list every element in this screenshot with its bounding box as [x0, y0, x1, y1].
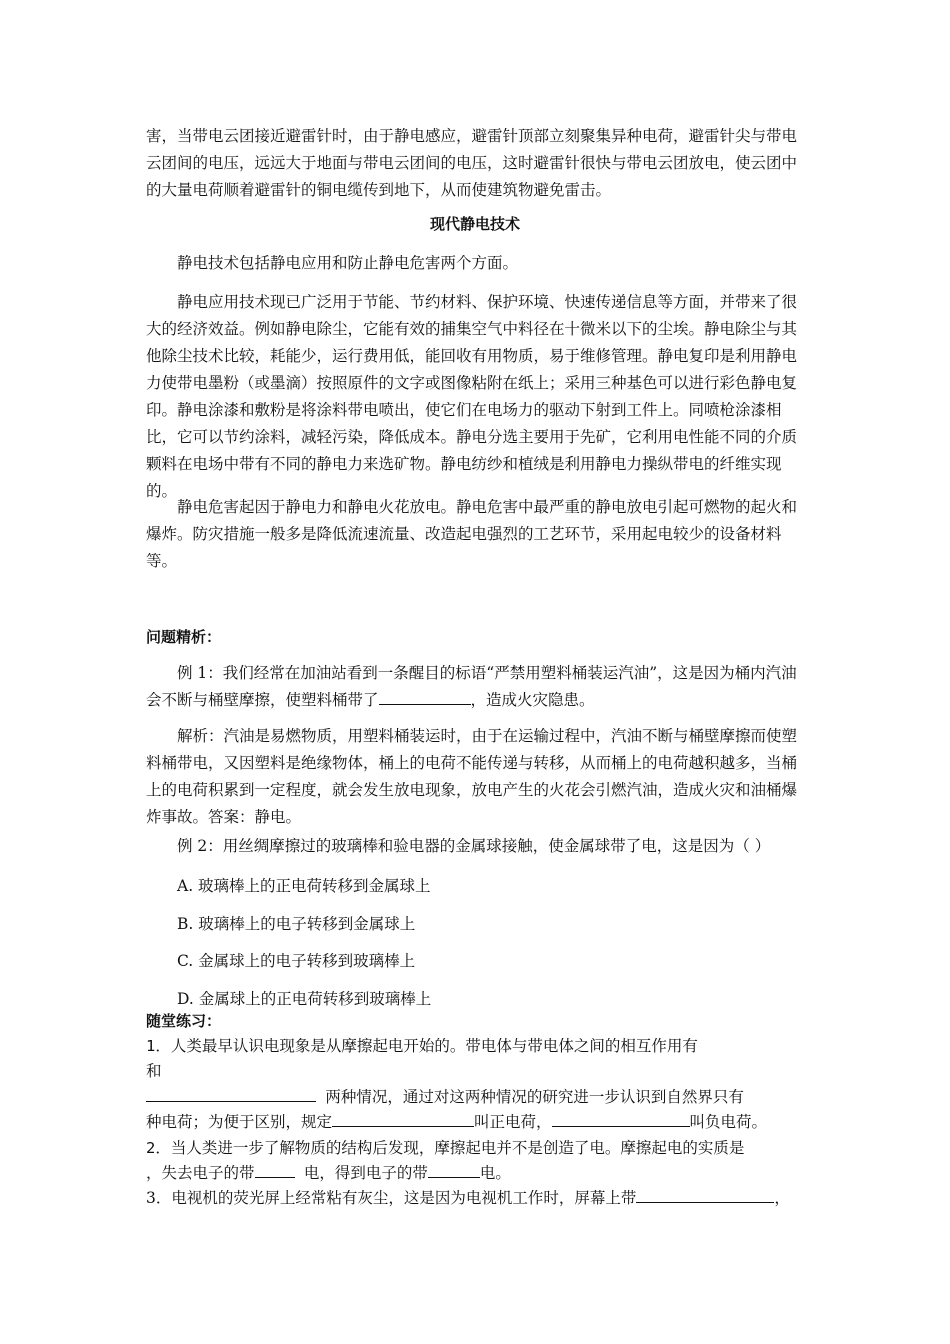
option-d: D. 金属球上的正电荷转移到玻璃棒上 [177, 990, 432, 1008]
question-1-line-3 [146, 1085, 744, 1107]
question-2-line-2 [146, 1161, 511, 1183]
question-1-blank-3[interactable] [552, 1110, 690, 1127]
question-1-line-4 [146, 1110, 767, 1132]
analysis-heading: 问题精析： [146, 628, 222, 646]
section-paragraph-1: 静电技术包括静电应用和防止静电危害两个方面。 [177, 254, 519, 272]
section-paragraph-2: 静电应用技术现已广泛用于节能、节约材料、保护环境、快速传递信息等方面，并带来了很大的经济效益。例如静电除尘，它能有效的捕集空气中料径在十微米以下的尘埃。静电除尘与其他除尘技术比较，耗能少，运行费用低，能回收有用物质，易于维修管理。静电复印是利用静电力使带电墨粉（或墨滴）按照原件的文字或图像粘附在纸上；采用三种基色可以进行彩色静电复印。静电涂漆和敷粉是将涂料带电喷出，使它们在电场力的驱动下射到工件上。同喷枪涂漆相比，它可以节约涂料，减轻污染，降低成本。静电分选主要用于先矿，它利用电性能不同的介质颗料在电场中带有不同的静电力来选矿物。静电纺纱和植绒是利用静电力操纵带电的纤维实现的。 [146, 293, 798, 500]
question-2-line-2-text-c: 电。 [479, 1164, 511, 1182]
example-1-blank[interactable] [379, 688, 471, 705]
option-a: A. 玻璃棒上的正电荷转移到金属球上 [177, 877, 431, 895]
example-1-solution: 解析：汽油是易燃物质，用塑料桶装运时，由于在运输过程中，汽油不断与桶壁摩擦而使塑料桶带电，又因塑料是绝缘物体，桶上的电荷不能传递与转移，从而桶上的电荷越积越多，当桶上的电荷积累到一定程度，就会发生放电现象，放电产生的火花会引燃汽油，造成火灾和油桶爆炸事故。答案：静电。 [146, 727, 798, 826]
question-2-line-1: 2．当人类进一步了解物质的结构后发现，摩擦起电并不是创造了电。摩擦起电的实质是 [146, 1139, 745, 1157]
section-title: 现代静电技术 [429, 215, 520, 233]
question-2-blank-1[interactable] [255, 1161, 295, 1178]
question-1-line-4-text-b: 叫正电荷， [474, 1113, 552, 1131]
question-1-blank-2[interactable] [332, 1110, 474, 1127]
example-2: 例 2：用丝绸摩擦过的玻璃棒和验电器的金属球接触，使金属球带了电，这是因为（ ） [177, 837, 771, 855]
section-paragraph-3: 静电危害起因于静电力和静电火花放电。静电危害中最严重的静电放电引起可燃物的起火和爆炸。防灾措施一般多是降低流速流量、改造起电强烈的工艺环节，采用起电较少的设备材料等。 [146, 498, 798, 570]
question-1-line-4-text-c: 叫负电荷。 [689, 1113, 768, 1131]
question-1-line-1: 1．人类最早认识电现象是从摩擦起电开始的。带电体与带电体之间的相互作用有 [146, 1037, 698, 1055]
question-1-blank-1[interactable] [146, 1085, 316, 1102]
question-3-text-a: 3．电视机的荧光屏上经常粘有灰尘，这是因为电视机工作时，屏幕上带 [146, 1189, 637, 1207]
question-1-line-4-text-a: 种电荷；为便于区别，规定 [146, 1113, 333, 1131]
question-3-text-b: ， [774, 1189, 790, 1207]
question-3 [146, 1186, 790, 1208]
question-1-line-3-text: 两种情况，通过对这两种情况的研究进一步认识到自然界只有 [325, 1088, 744, 1106]
option-b: B. 玻璃棒上的电子转移到金属球上 [177, 915, 416, 933]
practice-heading: 随堂练习： [146, 1012, 222, 1030]
option-c: C. 金属球上的电子转移到玻璃棒上 [177, 952, 416, 970]
question-2-line-2-text-b: 电，得到电子的带 [303, 1164, 428, 1182]
question-2-blank-2[interactable] [428, 1161, 480, 1178]
intro-paragraph: 害，当带电云团接近避雷针时，由于静电感应，避雷针顶部立刻聚集异种电荷，避雷针尖与带电云团间的电压，远远大于地面与带电云团间的电压，这时避雷针很快与带电云团放电，使云团中的大量电荷顺着避雷针的铜电缆传到地下，从而使建筑物避免雷击。 [146, 127, 798, 199]
example-1-text-end: ，造成火灾隐患。 [470, 691, 595, 709]
example-1-text: 例 1：我们经常在加油站看到一条醒目的标语“严禁用塑料桶装运汽油”，这是因为桶内汽油会不断与桶壁摩擦，使塑料桶带了 [146, 664, 797, 709]
question-1-line-2: 和 [146, 1062, 162, 1080]
question-3-blank[interactable] [636, 1186, 774, 1203]
question-2-line-2-text-a: ，失去电子的带 [146, 1164, 255, 1182]
example-1 [146, 660, 812, 714]
